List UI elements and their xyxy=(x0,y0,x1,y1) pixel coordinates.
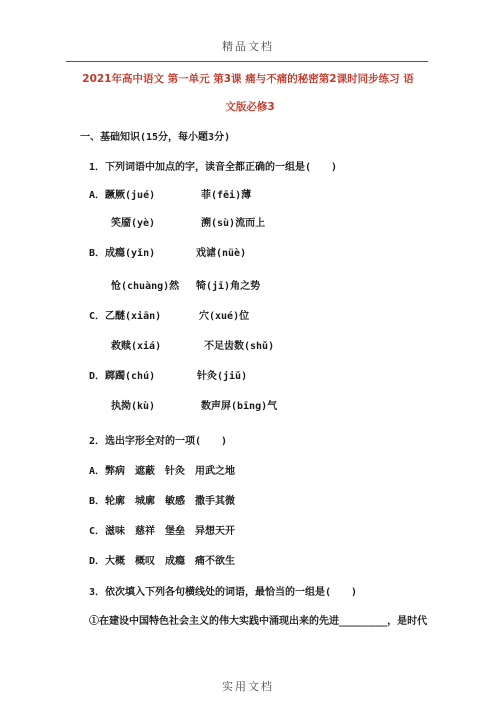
section-heading: 一、基础知识(15分，每小题3分) xyxy=(80,132,231,143)
q1-c-word2: 穴(xué)位 xyxy=(199,311,250,322)
q2-option-b: B．轮廓 城廓 敏感 撒手其微 xyxy=(89,496,236,507)
doc-title-line2: 文版必修3 xyxy=(225,101,275,113)
q1-b-word3: 怆(chuàng)然 xyxy=(111,281,180,292)
q1-d-word3: 执拗(kù) xyxy=(111,401,156,412)
q1-option-b xyxy=(89,244,247,259)
q1-b-word1: B．成瘾(yǐn) xyxy=(89,248,156,259)
q1-a-word4: 溯(sù)流而上 xyxy=(201,218,266,229)
q1-a-word2: 菲(fēi)薄 xyxy=(201,190,252,201)
q1-b-word2: 戏谑(nüè) xyxy=(196,248,247,259)
q1-c-word1: C．乙醚(xiān) xyxy=(89,311,162,322)
doc-title-line1: 2021年高中语文 第一单元 第3课 痛与不痛的秘密第2课时同步练习 语 xyxy=(82,73,414,85)
q1-a-word3: 笑靥(yè) xyxy=(111,218,156,229)
q3-stem: 3．依次填入下列各句横线处的词语，最恰当的一组是( ) xyxy=(89,587,358,598)
q1-stem: 1．下列词语中加点的字，读音全都正确的一组是( ) xyxy=(89,162,338,173)
q1-d-word2: 针灸(jiǔ) xyxy=(197,371,248,382)
q1-a-word1: A．蹶厥(jué) xyxy=(89,190,156,201)
q1-d-word1: D．踯躅(chú) xyxy=(89,371,156,382)
page-header: 精品文档 xyxy=(222,40,274,53)
q1-option-c-row2 xyxy=(111,337,275,352)
header-divider xyxy=(66,61,428,62)
q2-option-d: D．大概 概叹 成瘾 痛不欲生 xyxy=(89,556,236,567)
q1-option-d xyxy=(89,367,248,382)
q1-option-a-row2 xyxy=(111,214,266,229)
q2-option-a: A．弊病 遮蔽 针灸 用武之地 xyxy=(89,466,236,477)
q2-option-c: C．滋味 慈祥 堡垒 异想天开 xyxy=(89,526,236,537)
page-footer: 实用文档 xyxy=(222,680,274,693)
q1-option-a xyxy=(89,186,252,201)
q1-b-word4: 犄(jī)角之势 xyxy=(196,281,261,292)
q1-c-word4: 不足齿数(shǔ) xyxy=(204,341,275,352)
q2-stem: 2．选出字形全对的一项( ) xyxy=(89,436,228,447)
q1-c-word3: 救赎(xiá) xyxy=(111,341,162,352)
q3-sentence-1: ①在建设中国特色社会主义的伟大实践中涌现出来的先进________，是时代 xyxy=(89,616,428,627)
q1-option-d-row2 xyxy=(111,397,278,412)
q1-d-word4: 数声屏(bīng)气 xyxy=(201,401,278,412)
q1-option-c xyxy=(89,307,250,322)
q1-option-b-row2 xyxy=(111,277,261,292)
